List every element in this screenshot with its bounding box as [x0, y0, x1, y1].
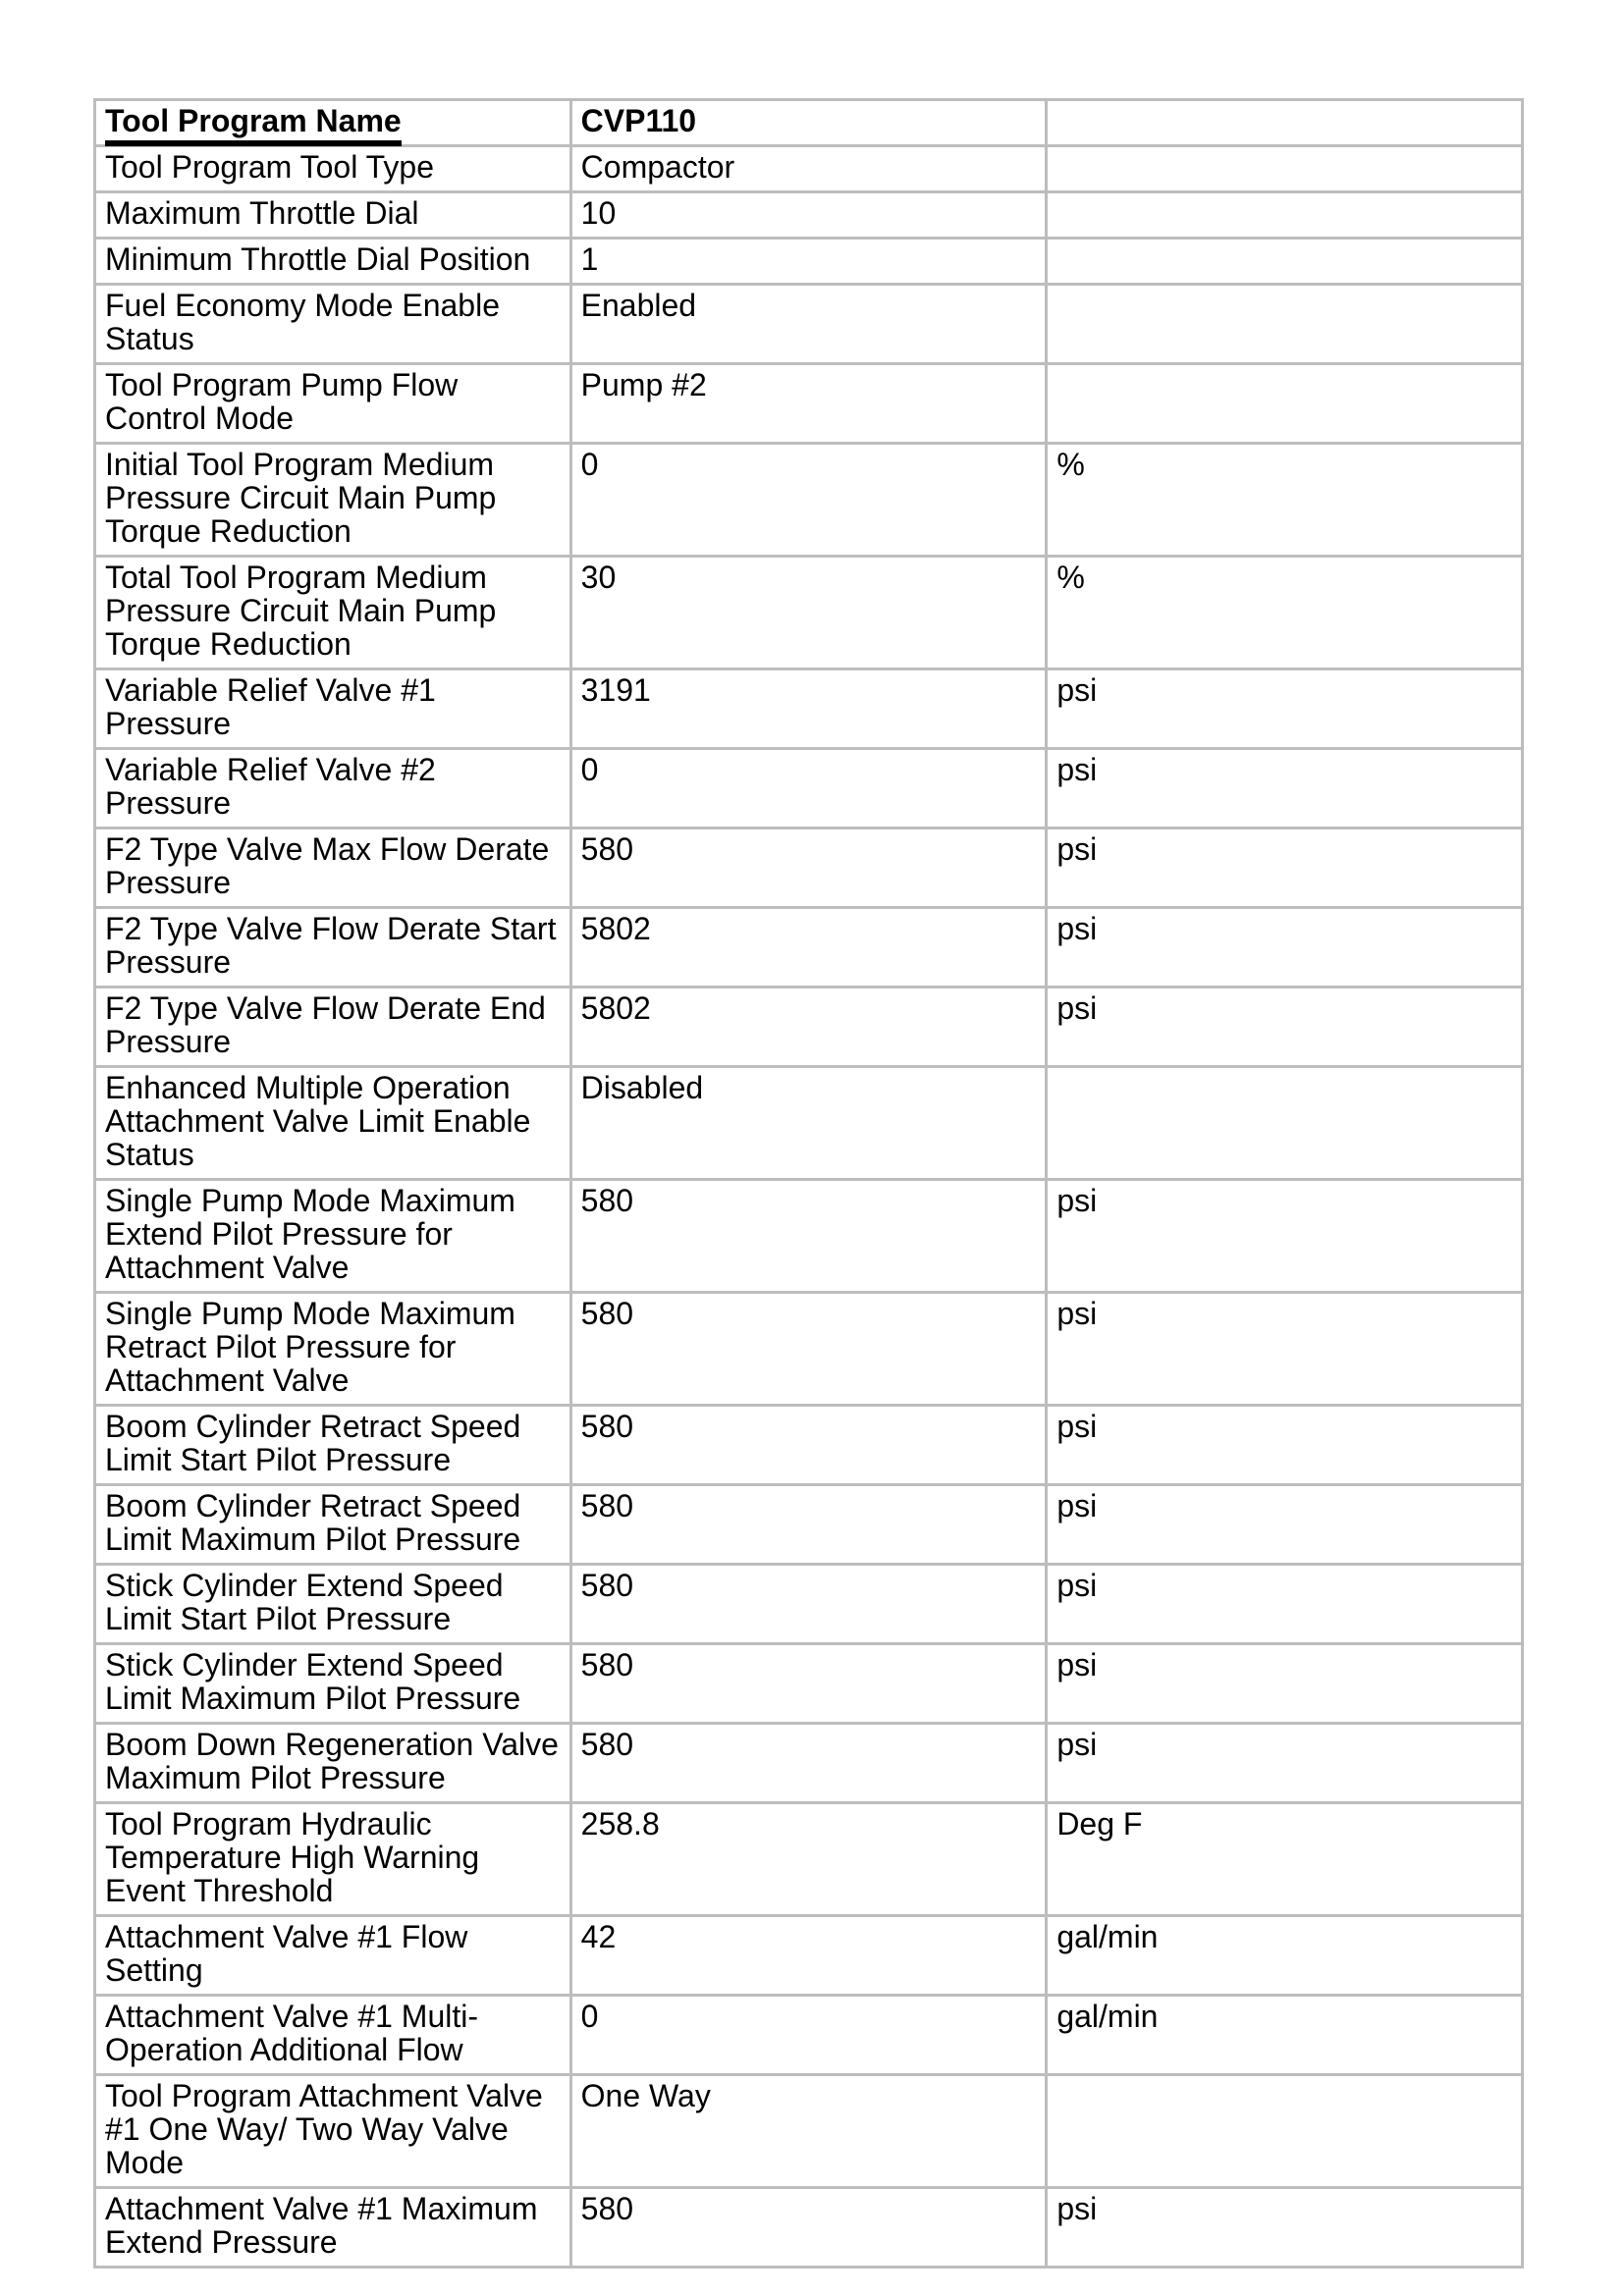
param-unit-cell: psi: [1047, 749, 1523, 828]
param-unit-cell: Deg F: [1047, 1803, 1523, 1916]
param-value-cell: 580: [570, 1406, 1047, 1485]
param-unit-cell: gal/min: [1047, 1916, 1523, 1996]
table-row: [95, 1565, 1523, 1644]
param-unit-cell: [1047, 146, 1523, 192]
table-row: [95, 285, 1523, 364]
table-row: [95, 1485, 1523, 1565]
param-value-cell: Enabled: [570, 285, 1047, 364]
param-unit-cell: [1047, 1067, 1523, 1180]
param-unit-cell: %: [1047, 444, 1523, 557]
param-name-cell: F2 Type Valve Max Flow Derate Pressure: [95, 828, 571, 908]
param-value-cell: 580: [570, 1485, 1047, 1565]
table-row: [95, 557, 1523, 669]
param-name-cell: Tool Program Tool Type: [95, 146, 571, 192]
table-row: [95, 988, 1523, 1067]
param-value-cell: One Way: [570, 2075, 1047, 2188]
header-underlined-text: Tool Program Name: [105, 104, 402, 146]
param-value-cell: 580: [570, 1180, 1047, 1293]
param-unit-cell: [1047, 364, 1523, 444]
table-row: [95, 444, 1523, 557]
table-row: [95, 828, 1523, 908]
table-row: [95, 908, 1523, 988]
param-name-cell: F2 Type Valve Flow Derate Start Pressure: [95, 908, 571, 988]
param-unit-cell: psi: [1047, 1565, 1523, 1644]
param-unit-cell: gal/min: [1047, 1996, 1523, 2075]
param-name-cell: [95, 100, 571, 146]
param-name-cell: Attachment Valve #1 Multi-Operation Additional Flow: [95, 1996, 571, 2075]
param-unit-cell: psi: [1047, 828, 1523, 908]
param-name-cell: Variable Relief Valve #2 Pressure: [95, 749, 571, 828]
param-value-cell: 0: [570, 749, 1047, 828]
param-unit-cell: [1047, 285, 1523, 364]
param-value-cell: 5802: [570, 908, 1047, 988]
table-row: [95, 1293, 1523, 1406]
param-value-cell: 580: [570, 2188, 1047, 2268]
param-name-cell: Tool Program Pump Flow Control Mode: [95, 364, 571, 444]
tool-program-parameter-table: [93, 98, 1524, 2269]
param-name-cell: Attachment Valve #1 Flow Setting: [95, 1916, 571, 1996]
table-row: [95, 2075, 1523, 2188]
table-row: [95, 146, 1523, 192]
param-unit-cell: [1047, 100, 1523, 146]
param-unit-cell: %: [1047, 557, 1523, 669]
param-unit-cell: psi: [1047, 1406, 1523, 1485]
param-value-cell: 42: [570, 1916, 1047, 1996]
table-row: [95, 1996, 1523, 2075]
param-name-cell: Stick Cylinder Extend Speed Limit Start Pilot Pressure: [95, 1565, 571, 1644]
table-row: [95, 192, 1523, 239]
param-unit-cell: psi: [1047, 1180, 1523, 1293]
param-name-cell: Tool Program Attachment Valve #1 One Way/ Two Way Valve Mode: [95, 2075, 571, 2188]
param-value-cell: 580: [570, 1644, 1047, 1724]
param-value-cell: 0: [570, 444, 1047, 557]
param-unit-cell: psi: [1047, 988, 1523, 1067]
table-row: [95, 100, 1523, 146]
table-row: [95, 749, 1523, 828]
param-unit-cell: psi: [1047, 908, 1523, 988]
table-row: [95, 1724, 1523, 1803]
param-value-cell: 0: [570, 1996, 1047, 2075]
table-row: [95, 1644, 1523, 1724]
param-value-cell: 258.8: [570, 1803, 1047, 1916]
table-row: [95, 1916, 1523, 1996]
param-unit-cell: [1047, 239, 1523, 285]
param-name-cell: Variable Relief Valve #1 Pressure: [95, 669, 571, 749]
param-name-cell: Single Pump Mode Maximum Extend Pilot Pressure for Attachment Valve: [95, 1180, 571, 1293]
param-unit-cell: psi: [1047, 2188, 1523, 2268]
param-value-cell: Pump #2: [570, 364, 1047, 444]
param-unit-cell: psi: [1047, 1724, 1523, 1803]
param-value-cell: 30: [570, 557, 1047, 669]
param-value-cell: Compactor: [570, 146, 1047, 192]
param-unit-cell: [1047, 2075, 1523, 2188]
param-unit-cell: psi: [1047, 669, 1523, 749]
param-value-cell: 1: [570, 239, 1047, 285]
param-unit-cell: [1047, 192, 1523, 239]
param-name-cell: Boom Down Regeneration Valve Maximum Pilot Pressure: [95, 1724, 571, 1803]
param-name-cell: Boom Cylinder Retract Speed Limit Start Pilot Pressure: [95, 1406, 571, 1485]
table-row: [95, 1180, 1523, 1293]
param-value-cell: 3191: [570, 669, 1047, 749]
param-name-cell: Total Tool Program Medium Pressure Circuit Main Pump Torque Reduction: [95, 557, 571, 669]
table-row: [95, 1067, 1523, 1180]
param-name-cell: Minimum Throttle Dial Position: [95, 239, 571, 285]
param-value-cell: CVP110: [570, 100, 1047, 146]
param-name-cell: Enhanced Multiple Operation Attachment Valve Limit Enable Status: [95, 1067, 571, 1180]
param-value-cell: 580: [570, 1293, 1047, 1406]
param-value-cell: 580: [570, 1724, 1047, 1803]
param-unit-cell: psi: [1047, 1293, 1523, 1406]
param-name-cell: Tool Program Hydraulic Temperature High Warning Event Threshold: [95, 1803, 571, 1916]
param-name-cell: Boom Cylinder Retract Speed Limit Maximum Pilot Pressure: [95, 1485, 571, 1565]
table-row: [95, 364, 1523, 444]
table-row: [95, 2188, 1523, 2268]
table-row: [95, 1406, 1523, 1485]
param-name-cell: F2 Type Valve Flow Derate End Pressure: [95, 988, 571, 1067]
table-row: [95, 1803, 1523, 1916]
param-value-cell: 10: [570, 192, 1047, 239]
table-body: [95, 100, 1523, 2268]
param-name-cell: Stick Cylinder Extend Speed Limit Maximum Pilot Pressure: [95, 1644, 571, 1724]
table-row: [95, 239, 1523, 285]
param-name-cell: Attachment Valve #1 Maximum Extend Pressure: [95, 2188, 571, 2268]
param-value-cell: 5802: [570, 988, 1047, 1067]
param-value-cell: 580: [570, 828, 1047, 908]
param-value-cell: 580: [570, 1565, 1047, 1644]
param-name-cell: Single Pump Mode Maximum Retract Pilot Pressure for Attachment Valve: [95, 1293, 571, 1406]
table-row: [95, 669, 1523, 749]
param-unit-cell: psi: [1047, 1644, 1523, 1724]
param-value-cell: Disabled: [570, 1067, 1047, 1180]
param-name-cell: Fuel Economy Mode Enable Status: [95, 285, 571, 364]
param-unit-cell: psi: [1047, 1485, 1523, 1565]
param-name-cell: Initial Tool Program Medium Pressure Circuit Main Pump Torque Reduction: [95, 444, 571, 557]
param-name-cell: Maximum Throttle Dial: [95, 192, 571, 239]
